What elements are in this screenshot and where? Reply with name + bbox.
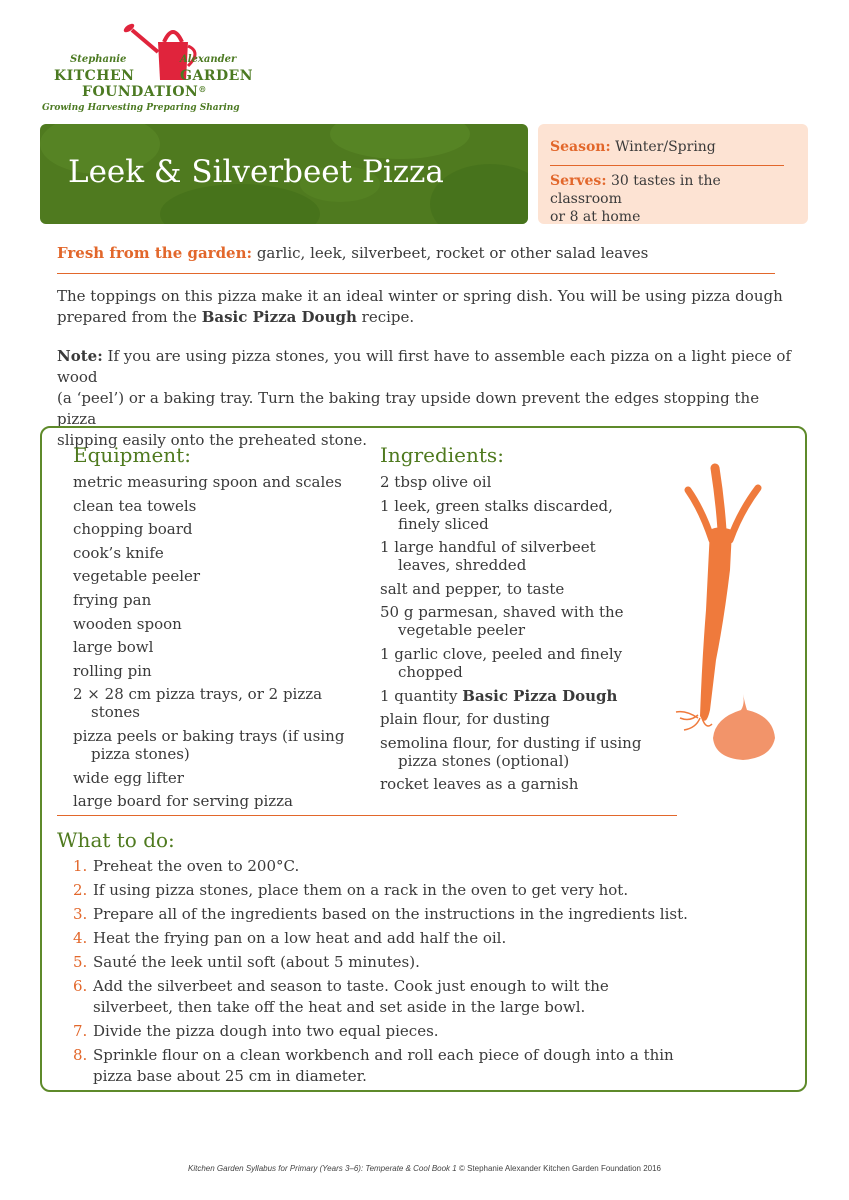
note-line-3: slipping easily onto the preheated stone. xyxy=(57,431,367,449)
step-text: Preheat the oven to 200°C. xyxy=(93,857,300,875)
intro-recipe-link-text: Basic Pizza Dough xyxy=(201,308,357,326)
list-item: semolina flour, for dusting if using pizza stones (optional) xyxy=(380,733,642,770)
fresh-divider xyxy=(57,273,775,274)
step-number: 2. xyxy=(73,881,88,899)
list-item: cook’s knife xyxy=(73,543,164,562)
step-number: 3. xyxy=(73,905,88,923)
step-number: 7. xyxy=(73,1022,88,1040)
list-item: metric measuring spoon and scales xyxy=(73,473,342,491)
title-banner xyxy=(40,124,528,224)
serves-value-line1: 30 tastes in the classroom xyxy=(550,173,721,207)
list-item: frying pan xyxy=(73,590,152,609)
list-item: 1 leek, green stalks discarded, finely sliced xyxy=(380,496,613,533)
step-item xyxy=(73,904,693,925)
season-row xyxy=(550,138,796,156)
step-item xyxy=(73,856,693,877)
list-item: wooden spoon xyxy=(73,614,182,633)
step-text: Add the silverbeet and season to taste. Cook just enough to wilt the silverbeet, then take off the heat and set aside in the large bowl. xyxy=(93,977,609,1016)
fresh-from-garden xyxy=(57,244,648,262)
ingredient-quantity-text: 1 quantity xyxy=(380,686,463,705)
fresh-label: Fresh from the garden: xyxy=(57,244,253,262)
season-serves-box xyxy=(538,124,808,224)
list-item: 2 × 28 cm pizza trays, or 2 pizza stones xyxy=(73,685,323,722)
step-item xyxy=(73,1045,693,1087)
ingredients-heading: Ingredients: xyxy=(380,443,504,467)
list-item xyxy=(380,687,645,705)
list-item: rolling pin xyxy=(73,661,152,680)
step-item xyxy=(73,880,693,901)
logo-tagline: Growing Harvesting Preparing Sharing xyxy=(42,103,240,113)
serves-value-line2: or 8 at home xyxy=(550,209,641,225)
step-text: Sprinkle flour on a clean workbench and roll each piece of dough into a thin pizza base about 25 cm in diameter. xyxy=(93,1046,674,1085)
note-line-1: If you are using pizza stones, you will first have to assemble each pizza on a light piece of wood xyxy=(57,347,792,386)
logo-word-kitchen: KITCHEN xyxy=(54,68,135,84)
list-item: rocket leaves as a garnish xyxy=(380,775,579,794)
page-footer xyxy=(0,1164,849,1173)
step-number: 6. xyxy=(73,977,88,995)
list-item: 50 g parmesan, shaved with the vegetable peeler xyxy=(380,603,624,640)
list-item: pizza peels or baking trays (if using pizza stones) xyxy=(73,726,345,763)
intro-paragraph xyxy=(57,286,792,328)
logo-word-garden: GARDEN xyxy=(180,68,254,84)
step-text: Prepare all of the ingredients based on the instructions in the ingredients list. xyxy=(93,905,688,923)
footer-book-title: Kitchen Garden Syllabus for Primary (Years 3–6): Temperate & Cool Book 1 xyxy=(188,1164,457,1173)
equipment-heading: Equipment: xyxy=(73,443,191,467)
fresh-value: garlic, leek, silverbeet, rocket or other salad leaves xyxy=(256,244,649,262)
step-item xyxy=(73,952,693,973)
list-item: clean tea towels xyxy=(73,496,197,515)
info-divider xyxy=(550,165,784,166)
list-item: chopping board xyxy=(73,520,193,539)
intro-line-2-start: prepared from the xyxy=(57,308,202,326)
season-label: Season: xyxy=(550,139,611,155)
list-item: large bowl xyxy=(73,638,154,657)
steps-divider xyxy=(57,815,677,816)
list-item: 1 large handful of silverbeet leaves, shredded xyxy=(380,538,596,575)
serves-label: Serves: xyxy=(550,173,607,189)
step-text: If using pizza stones, place them on a rack in the oven to get very hot. xyxy=(93,881,629,899)
list-item: 1 garlic clove, peeled and finely chopped xyxy=(380,644,623,681)
footer-copyright: © Stephanie Alexander Kitchen Garden Foundation 2016 xyxy=(456,1164,661,1173)
intro-line-2-end: recipe. xyxy=(356,308,415,326)
logo-word-stephanie: Stephanie xyxy=(70,54,127,65)
step-number: 5. xyxy=(73,953,88,971)
ingredients-list xyxy=(380,473,645,799)
step-number: 1. xyxy=(73,857,88,875)
step-number: 8. xyxy=(73,1046,88,1064)
list-item: 2 tbsp olive oil xyxy=(380,473,492,491)
step-text: Divide the pizza dough into two equal pieces. xyxy=(93,1022,439,1040)
list-item: vegetable peeler xyxy=(73,567,201,586)
ingredient-dough-link-text: Basic Pizza Dough xyxy=(462,686,618,705)
list-item: plain flour, for dusting xyxy=(380,710,550,729)
intro-line-1: The toppings on this pizza make it an ideal winter or spring dish. You will be using pizza dough xyxy=(57,287,783,305)
logo-word-alexander: Alexander xyxy=(180,54,237,65)
season-value: Winter/Spring xyxy=(615,139,716,155)
equipment-list xyxy=(73,473,363,816)
list-item: wide egg lifter xyxy=(73,768,184,787)
steps-heading: What to do: xyxy=(57,828,175,852)
logo-word-foundation: FOUNDATION® xyxy=(82,84,207,100)
serves-row xyxy=(550,172,796,226)
list-item: large board for serving pizza xyxy=(73,792,293,811)
step-text: Heat the frying pan on a low heat and add half the oil. xyxy=(93,929,507,947)
foundation-logo xyxy=(42,22,272,122)
note-line-2: (a ‘peel’) or a baking tray. Turn the baking tray upside down prevent the edges stopping the pizza xyxy=(57,389,760,428)
page-title: Leek & Silverbeet Pizza xyxy=(68,154,444,190)
step-item xyxy=(73,1021,693,1042)
step-item xyxy=(73,928,693,949)
note-label: Note: xyxy=(57,347,103,365)
step-item xyxy=(73,976,693,1018)
step-number: 4. xyxy=(73,929,88,947)
steps-list xyxy=(73,856,693,1090)
step-text: Sauté the leek until soft (about 5 minutes). xyxy=(93,953,420,971)
garlic-illustration xyxy=(705,690,785,765)
list-item: salt and pepper, to taste xyxy=(380,579,565,598)
